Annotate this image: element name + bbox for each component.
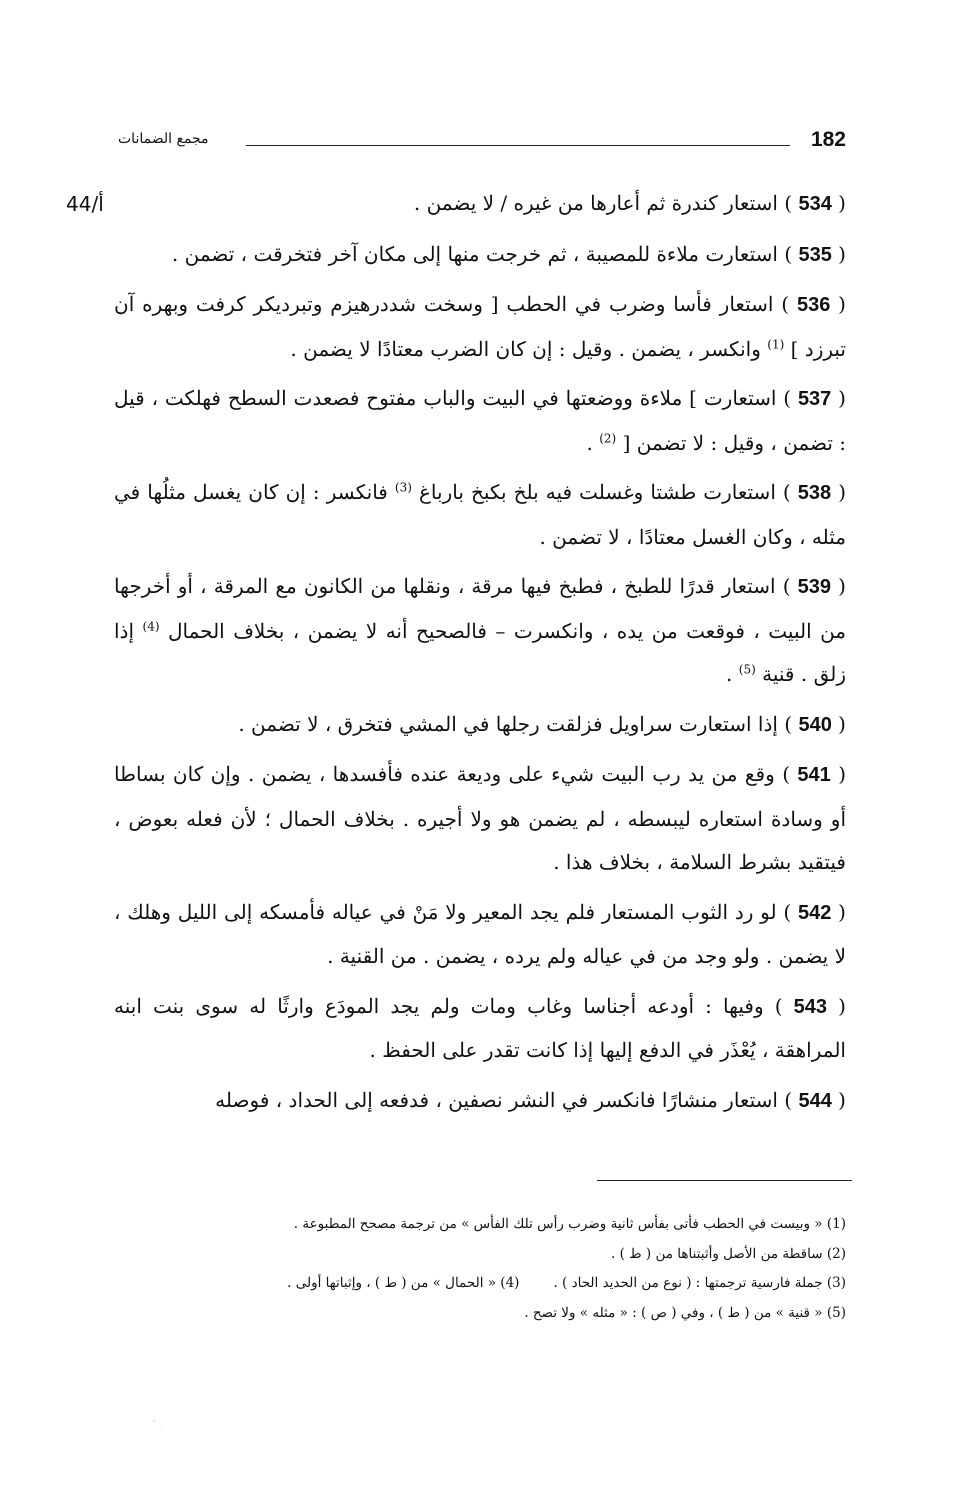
book-title: مجمع الضمانات (118, 131, 209, 147)
entry-number: 539 (797, 576, 832, 598)
entry-541: ( 541 ) وقع من يد رب البيت شيء على وديعة عنده فأفسدها ، يضمن . وإن كان بساطا أو وسادة استعاره ليبسطه ، لم يضمن هو ولا أجيره . بخلاف الحمال ؛ لأن فعله بعوض ، فيتقيد بشرط السلامة ، بخلاف هذا . (114, 762, 846, 874)
entry-539: ( 539 ) استعار قدرًا للطبخ ، فطبخ فيها مرقة ، ونقلها من الكانون مع المرقة ، أو أخرجها من البيت ، فوقعت من يده ، وانكسرت – فالصحيح أنه لا يضمن ، بخلاف الحمال $^{(4)}$ إذا زلق . قنية $^{(5)}$ . (114, 574, 847, 686)
entry-number: 543 (793, 995, 828, 1018)
entry-text: وانكسر ، يضمن . وقيل : إن كان الضرب معتادًا لا يضمن . (290, 336, 761, 361)
entry-537: ( 537 ) استعارت ] ملاءة ووضعتها في البيت والباب مفتوح فصعدت السطح فهلكت ، قيل : تضمن ، وقيل : لا تضمن [ $^{(2)}$ . (114, 386, 846, 455)
footnote-4: (4) « الحمال » من ( ط ) ، وإثباتها أولى . (287, 1275, 520, 1291)
entry-number: 540 (798, 713, 832, 736)
footnote-2: (2) ساقطة من الأصل وأثبتناها من ( ط ) . (610, 1245, 846, 1262)
entry-534: ( 534 ) استعار كندرة ثم أعارها من غيره / لا يضمن . (413, 191, 846, 215)
entry-number: 544 (798, 1089, 832, 1112)
entry-text: . (586, 430, 593, 455)
footnote-3: (3) جملة فارسية ترجمتها : ( نوع من الحديد الحاد ) . (553, 1275, 846, 1291)
entry-544: ( 544 ) استعار منشارًا فانكسر في النشر نصفين ، فدفعه إلى الحداد ، فوصله (215, 1087, 846, 1112)
entry-number: 541 (797, 764, 831, 786)
footnote-ref: (3) (394, 480, 412, 495)
entry-text: استعار منشارًا فانكسر في النشر نصفين ، فدفعه إلى الحداد ، فوصله (215, 1087, 778, 1112)
entry-text: وفيها : أودعه أجناسا وغاب ومات ولم يجد المودَع وارثًا له سوى بنت ابنه المراهقة ، يُعْذَر في الدفع إليها إذا كانت تقدر على الحفظ . (114, 993, 846, 1062)
entry-text: لو رد الثوب المستعار فلم يجد المعير ولا مَنْ في عياله فأمسكه إلى الليل وهلك ، لا يضمن . ولو وجد من في عياله ولم يرده ، يضمن . من القنية . (114, 899, 846, 968)
footnote-3-4 (114, 1269, 846, 1299)
entry-text: فانكسر : إن كان يغسل مثلُها في مثله ، وكان الغسل معتادًا ، لا تضمن . (114, 480, 846, 549)
entry-number: 534 (798, 193, 832, 215)
footnote-5: (5) « قنية » من ( ط ) ، وفي ( ص ) : « مثله » ولا تصح . (524, 1304, 846, 1321)
entry-number: 536 (796, 294, 831, 316)
footnote-1: (1) « وبيست في الحطب فأتى بفأس ثانية وضرب رأس تلك الفأس » من ترجمة مصحح المطبوعة . (293, 1216, 846, 1232)
entry-number: 535 (798, 243, 832, 266)
footnotes (114, 1210, 846, 1328)
entry-text: استعار كندرة ثم أعارها من غيره / لا يضمن . (413, 191, 778, 215)
entry-number: 538 (797, 482, 832, 504)
entry-text: إذا استعارت سراويل فزلقت رجلها في المشي فتخرق ، لا تضمن . (238, 711, 778, 736)
header-rule (246, 145, 790, 146)
footnote-ref: (4) (142, 618, 160, 633)
entry-text: استعار فأسا وضرب في الحطب [ وسخت شددرهيزم وتبرديكر كرفت وبهره آن تبرزد ] (114, 292, 846, 361)
main-text (114, 182, 846, 1129)
entry-number: 537 (797, 388, 832, 410)
entry-text: استعارت ملاءة للمصيبة ، ثم خرجت منها إلى مكان آخر فتخرقت ، تضمن . (171, 241, 778, 266)
entry-text: وقع من يد رب البيت شيء على وديعة عنده فأفسدها ، يضمن . وإن كان بساطا أو وسادة استعاره ليبسطه ، لم يضمن هو ولا أجيره . بخلاف الحمال ؛ لأن فعله بعوض ، فيتقيد بشرط السلامة ، بخلاف هذا . (114, 762, 846, 874)
entry-538: ( 538 ) استعارت طشتا وغسلت فيه بلخ بكبخ بارباغ $^{(3)}$ فانكسر : إن كان يغسل مثلُها في مثله ، وكان الغسل معتادًا ، لا تضمن . (114, 480, 847, 549)
entry-536: ( 536 ) استعار فأسا وضرب في الحطب [ وسخت شددرهيزم وتبرديكر كرفت وبهره آن تبرزد ] $^{(1)}$ وانكسر ، يضمن . وقيل : إن كان الضرب معتادًا لا يضمن . (114, 292, 846, 361)
entry-text: استعارت طشتا وغسلت فيه بلخ بكبخ بارباغ (419, 480, 776, 504)
entry-text: استعارت ] ملاءة ووضعتها في البيت والباب مفتوح فصعدت السطح فهلكت ، قيل : تضمن ، وقيل : لا تضمن [ (114, 386, 846, 455)
entry-text: استعار قدرًا للطبخ ، فطبخ فيها مرقة ، ونقلها من الكانون مع المرقة ، أو أخرجها من البيت ، فوقعت من يده ، وانكسرت – فالصحيح أنه لا يضمن ، بخلاف الحمال (114, 574, 847, 643)
entry-535: ( 535 ) استعارت ملاءة للمصيبة ، ثم خرجت منها إلى مكان آخر فتخرقت ، تضمن . (171, 241, 846, 266)
entry-text: إذا زلق . قنية (114, 618, 846, 686)
entry-542: ( 542 ) لو رد الثوب المستعار فلم يجد المعير ولا مَنْ في عياله فأمسكه إلى الليل وهلك ، لا يضمن . ولو وجد من في عياله ولم يرده ، يضمن . من القنية . (114, 899, 846, 968)
scan-speck-marks (150, 1415, 170, 1435)
entry-540: ( 540 ) إذا استعارت سراويل فزلقت رجلها في المشي فتخرق ، لا تضمن . (238, 711, 846, 736)
folio-margin-note: 44/أ (66, 192, 104, 216)
running-header (118, 128, 850, 158)
entry-text: . (726, 662, 733, 686)
entry-543: ( 543 ) وفيها : أودعه أجناسا وغاب ومات ولم يجد المودَع وارثًا له سوى بنت ابنه المراهقة ، يُعْذَر في الدفع إليها إذا كانت تقدر على الحفظ . (114, 993, 846, 1062)
page-number: 182 (810, 128, 846, 151)
entry-number: 542 (798, 901, 832, 924)
footnote-separator (597, 1180, 852, 1181)
footnote-ref: (1) (767, 336, 785, 351)
footnote-ref: (5) (738, 662, 756, 677)
footnote-ref: (2) (599, 430, 617, 445)
